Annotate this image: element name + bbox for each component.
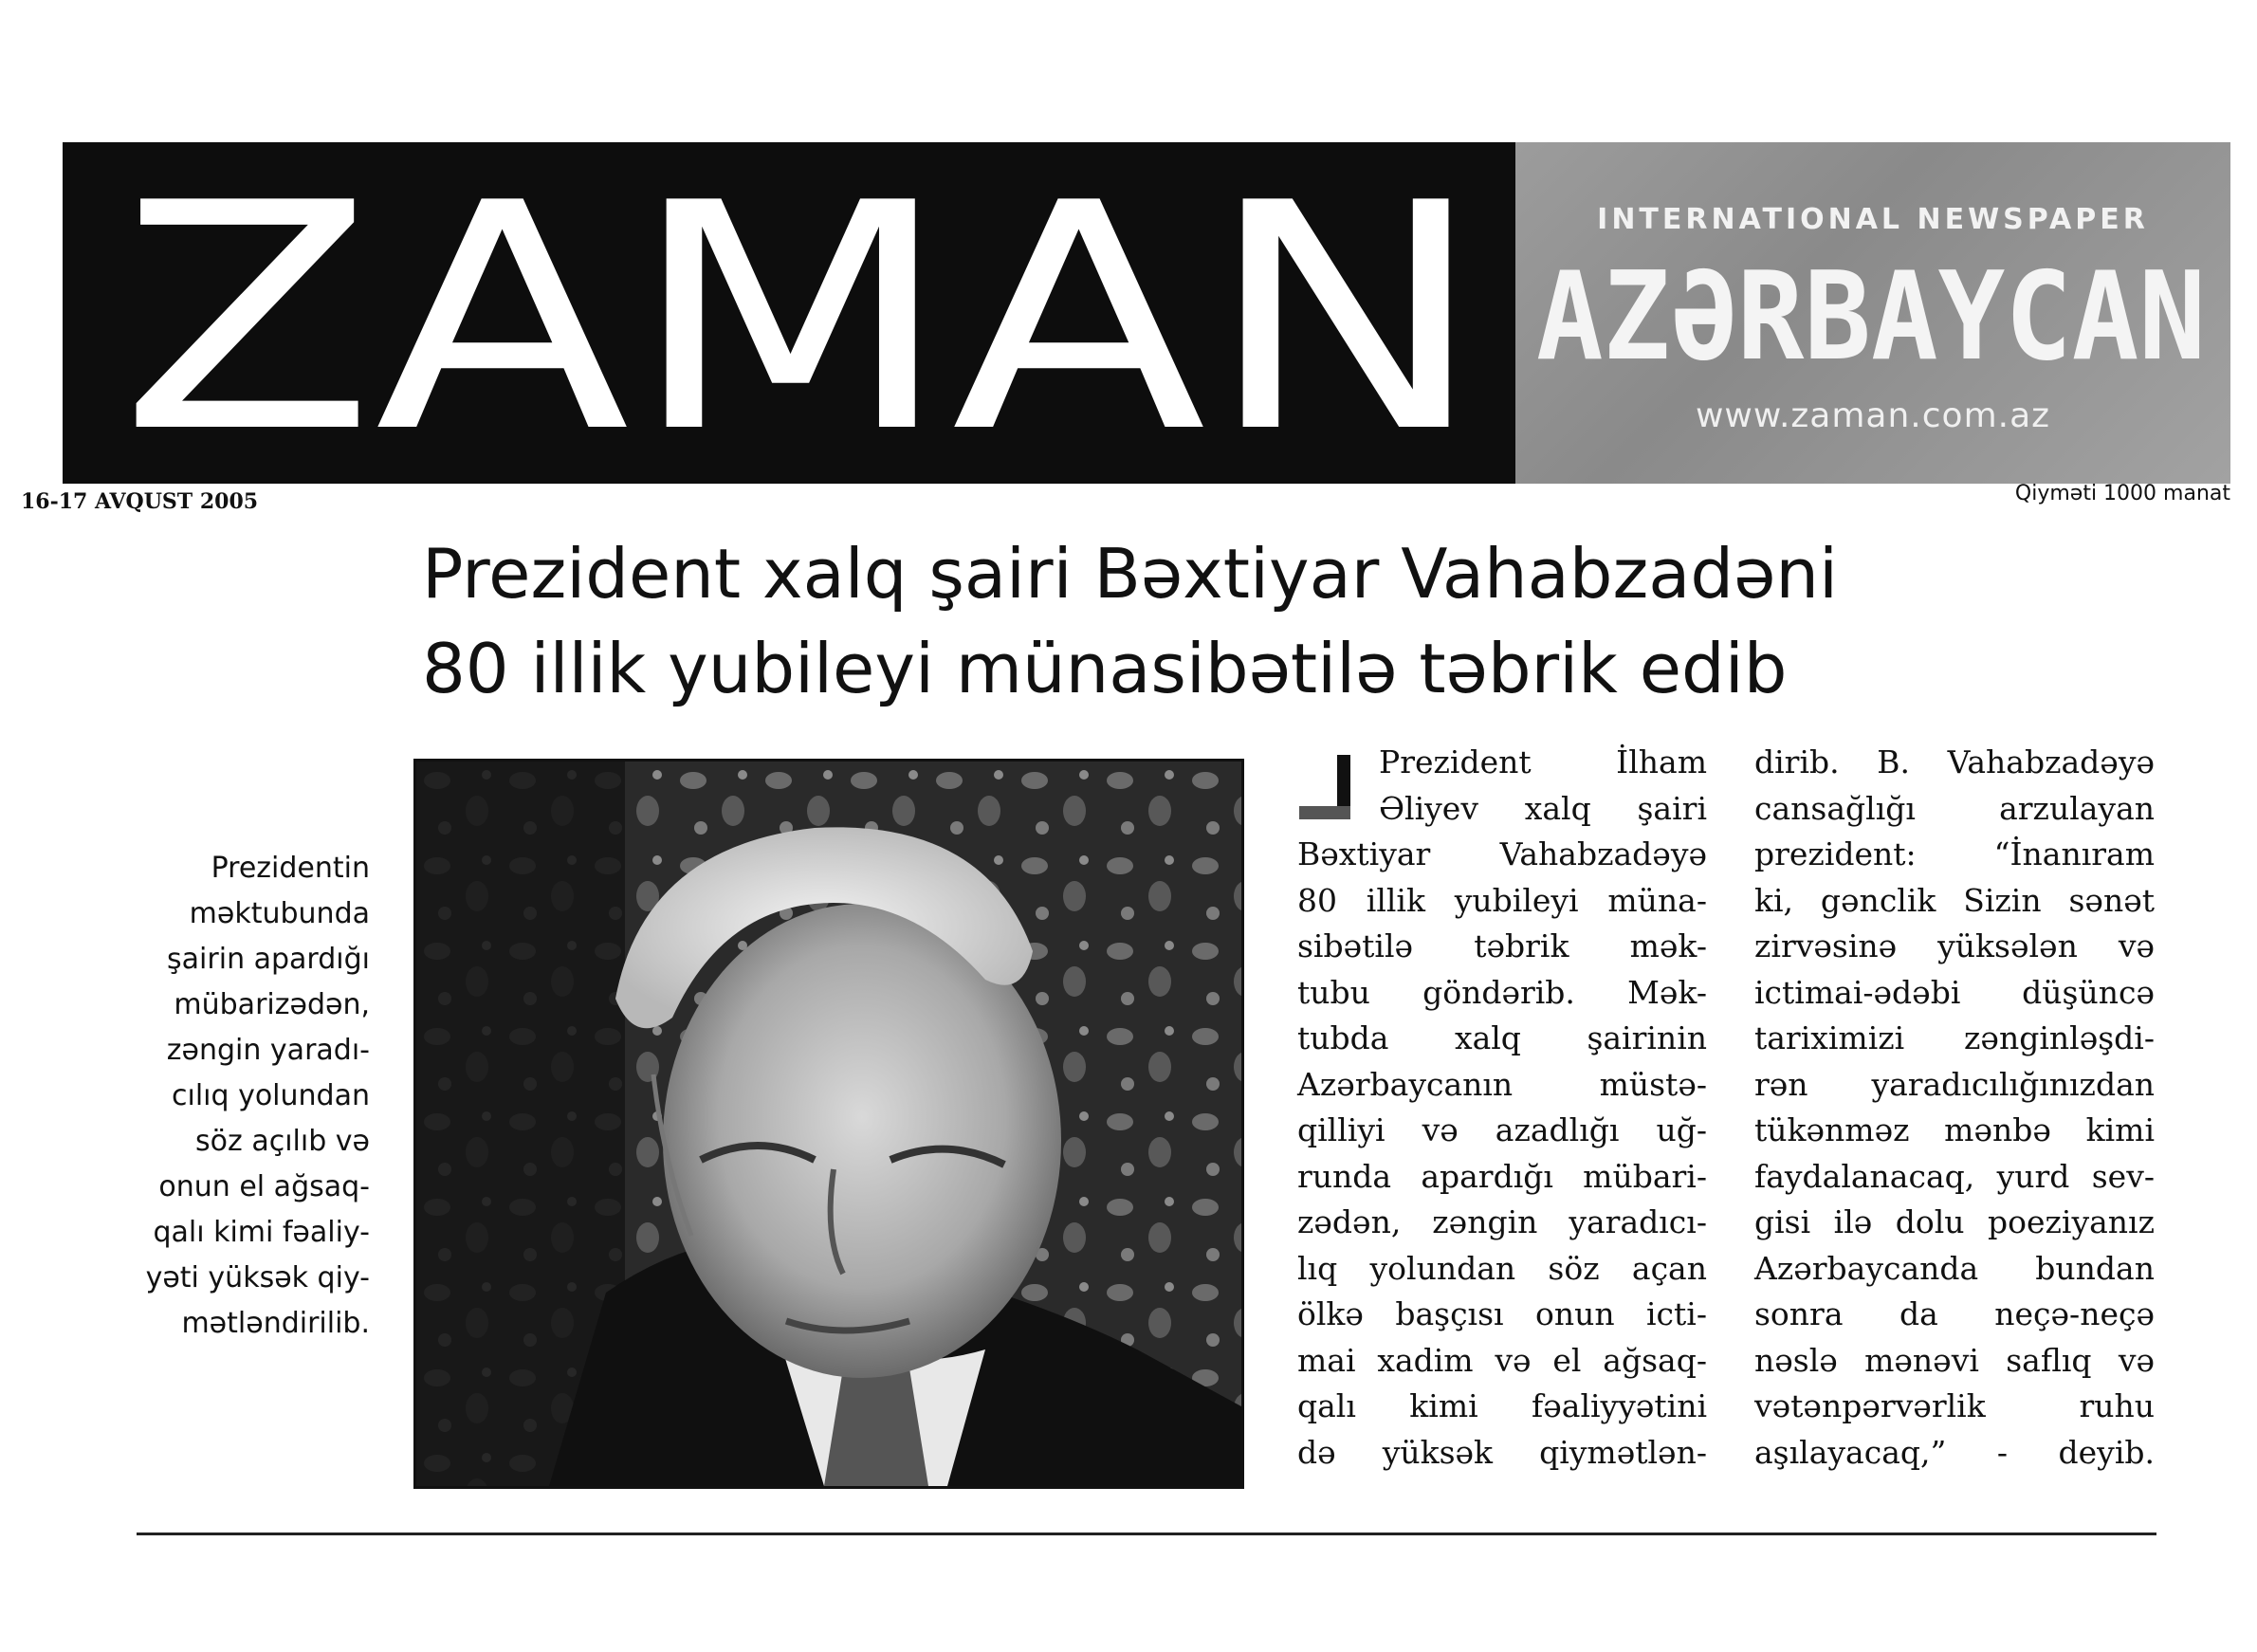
side-note-line: şairin apardığı (167, 943, 370, 976)
article-line: dirib. B. Vahabzadəyə (1754, 743, 2155, 780)
article-line: tariximizi zənginləşdi- (1754, 1019, 2155, 1056)
masthead-edition-block (1515, 142, 2230, 484)
side-note-line: söz açılıb və (195, 1125, 370, 1158)
article-line: qilliyi və azadlığı uğ- (1297, 1111, 1707, 1148)
side-note-line: məktubunda (189, 897, 370, 930)
article-line: faydalanacaq, yurd sev- (1754, 1157, 2155, 1195)
portrait-photo (413, 759, 1244, 1489)
side-note-line: yəti yüksək qiy- (145, 1261, 370, 1294)
side-note-line: zəngin yaradı- (166, 1034, 370, 1067)
headline-line-2: 80 illik yubileyi münasibətilə təbrik edib (422, 629, 1788, 708)
article-line: tubu göndərib. Mək- (1297, 973, 1707, 1011)
article-line: ölkə başçısı onun icti- (1297, 1295, 1707, 1332)
article-line: Prezident İlham (1379, 743, 1707, 780)
svg-text:ZAMAN: ZAMAN (119, 169, 1485, 472)
article-column-2 (1754, 740, 2155, 1476)
article-line: Azərbaycanın müstə- (1297, 1065, 1707, 1103)
headline-line-1: Prezident xalq şairi Bəxtiyar Vahabzadəni (422, 534, 1839, 614)
article-line: ki, gənclik Sizin sənət (1754, 881, 2155, 919)
article-line: nəslə mənəvi saflıq və (1754, 1341, 2155, 1379)
masthead (63, 142, 2230, 484)
article-line: aşılayacaq,” - deyib. (1754, 1433, 2155, 1471)
article-line: Bəxtiyar Vahabzadəyə (1297, 835, 1707, 872)
side-note (85, 846, 370, 1347)
bottom-rule (137, 1533, 2156, 1535)
article-line: ictimai-ədəbi düşüncə (1754, 973, 2155, 1011)
article-line: gisi ilə dolu poeziyanız (1754, 1203, 2155, 1240)
side-note-line: mübarizədən, (174, 988, 370, 1021)
article-line: cansağlığı arzulayan (1754, 789, 2155, 827)
website-url: www.zaman.com.az (1695, 396, 2051, 435)
article-line: Əliyev xalq şairi (1379, 789, 1707, 827)
article-column-1 (1297, 740, 1707, 1476)
price-label: Qiyməti 1000 manat (2014, 482, 2230, 505)
article-line: runda apardığı mübari- (1297, 1157, 1707, 1195)
svg-text:AZƏRBAYCAN: AZƏRBAYCAN (1536, 256, 2206, 370)
side-note-line: mətləndirilib. (181, 1307, 370, 1340)
article-line: vətənpərvərlik ruhu (1754, 1387, 2155, 1424)
article-line: qalı kimi fəaliyyətini (1297, 1387, 1707, 1424)
article-line: sibətilə təbrik mək- (1297, 927, 1707, 964)
article-line: tubda xalq şairinin (1297, 1019, 1707, 1056)
issue-date: 16-17 AVQUST 2005 (21, 489, 259, 514)
side-note-line: onun el ağsaq- (158, 1170, 370, 1203)
article-line: sonra da neçə-neçə (1754, 1295, 2155, 1332)
portrait-photo-icon (416, 762, 1241, 1486)
masthead-title-block (63, 142, 1515, 484)
article-line: rən yaradıcılığınızdan (1754, 1065, 2155, 1103)
side-note-line: qalı kimi fəaliy- (153, 1216, 370, 1249)
article-line: zədən, zəngin yaradıcı- (1297, 1203, 1707, 1240)
article-line: Azərbaycanda bundan (1754, 1249, 2155, 1287)
article-line: də yüksək qiymətlən- (1297, 1433, 1707, 1471)
article-line: 80 illik yubileyi müna- (1297, 881, 1707, 919)
article-line: prezident: “İnanıram (1754, 835, 2155, 872)
article-line: lıq yolundan söz açan (1297, 1249, 1707, 1287)
side-note-line: Prezidentin (211, 852, 370, 885)
article-headline (422, 526, 2195, 716)
intl-newspaper-label: INTERNATIONAL NEWSPAPER (1597, 203, 2149, 236)
article-line: zirvəsinə yüksələn və (1754, 927, 2155, 964)
side-note-line: cılıq yolundan (172, 1079, 370, 1112)
article-line: tükənməz mənbə kimi (1754, 1111, 2155, 1148)
edition-wordmark (1536, 256, 2210, 370)
article-line: mai xadim və el ağsaq- (1297, 1341, 1707, 1379)
newspaper-logo (119, 169, 1504, 472)
